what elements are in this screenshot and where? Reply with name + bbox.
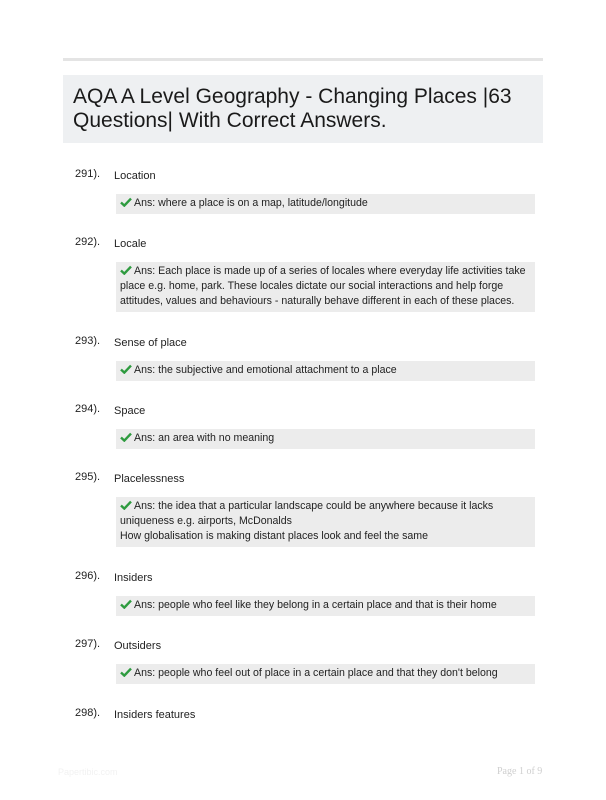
answer-box (116, 664, 535, 684)
check-icon (120, 197, 132, 207)
answer-line: Ans: people who feel out of place in a certain place and that they don't belong (120, 666, 529, 681)
page-title: AQA A Level Geography - Changing Places |63 Questions| With Correct Answers. (73, 85, 512, 132)
page-number: Page 1 of 9 (497, 766, 543, 777)
question-term: Sense of place (114, 337, 187, 349)
answer-box (116, 262, 535, 312)
check-icon (120, 364, 132, 374)
question-term: Space (114, 405, 146, 417)
answer-line: Ans: people who feel like they belong in a certain place and that is their home (120, 598, 529, 613)
question-term: Location (114, 170, 156, 182)
footer-watermark: Papertibic.com (58, 767, 118, 777)
question-term: Locale (114, 238, 147, 250)
answer-line: Ans: the subjective and emotional attachment to a place (120, 363, 529, 378)
check-icon (120, 265, 132, 275)
answer-line: Ans: the idea that a particular landscape could be anywhere because it lacks (120, 499, 529, 514)
check-icon (120, 599, 132, 609)
question-term: Insiders features (114, 709, 196, 721)
answer-box (116, 497, 535, 547)
check-icon (120, 500, 132, 510)
answer-line: Ans: Each place is made up of a series of locales where everyday life activities take (120, 264, 529, 279)
question-number: 296). (75, 570, 101, 582)
answer-line: uniqueness e.g. airports, McDonalds (120, 515, 292, 527)
answer-box (116, 361, 535, 381)
question-term: Placelessness (114, 473, 185, 485)
answer-box (116, 429, 535, 449)
answer-line: How globalisation is making distant places look and feel the same (120, 530, 428, 542)
check-icon (120, 667, 132, 677)
question-number: 292). (75, 236, 101, 248)
question-number: 294). (75, 403, 101, 415)
top-divider (63, 58, 543, 61)
question-number: 293). (75, 335, 101, 347)
answer-line: place e.g. home, park. These locales dictate our social interactions and help forge (120, 280, 504, 292)
title-banner (63, 75, 543, 143)
answer-line: Ans: where a place is on a map, latitude/longitude (120, 196, 529, 211)
check-icon (120, 432, 132, 442)
answer-line: Ans: an area with no meaning (120, 431, 529, 446)
question-number: 291). (75, 168, 101, 180)
question-number: 297). (75, 638, 101, 650)
answer-line: attitudes, values and behaviours - naturally behave different in each of these places. (120, 295, 515, 307)
question-number: 298). (75, 707, 101, 719)
answer-box (116, 596, 535, 616)
question-term: Outsiders (114, 640, 162, 652)
question-term: Insiders (114, 572, 153, 584)
answer-box (116, 194, 535, 214)
question-number: 295). (75, 471, 101, 483)
